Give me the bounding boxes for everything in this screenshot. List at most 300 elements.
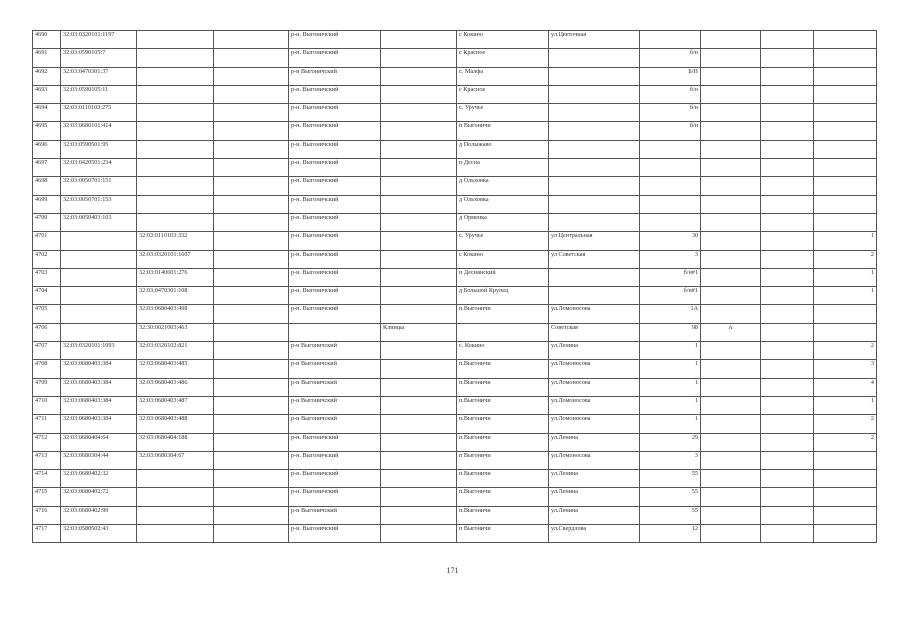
table-row	[33, 506, 877, 524]
cell-district: р-н. Выгоничский	[289, 250, 381, 268]
cell-empty-col-2	[761, 470, 814, 488]
cell-district: р-н Выгоничский	[289, 378, 381, 396]
cell-house-number: Б/Н	[640, 67, 701, 85]
cell-building-letter	[701, 287, 761, 305]
cell-apartment-number: 2	[814, 415, 877, 433]
cell-house-number: б/н	[640, 85, 701, 103]
cell-settlement: п.Выгоничи	[457, 506, 549, 524]
cell-building-letter	[701, 470, 761, 488]
cell-district: р-н. Выгоничский	[289, 451, 381, 469]
cell-empty-col-2	[761, 67, 814, 85]
cell-district: р-н. Выгоничский	[289, 488, 381, 506]
cell-apartment-number	[814, 470, 877, 488]
cell-building-letter	[701, 250, 761, 268]
cell-cadastral-number: 32:03:0680403:384	[61, 378, 137, 396]
cell-district: р-н. Выгоничский	[289, 159, 381, 177]
cell-street: ул.Ломоносова	[549, 415, 640, 433]
cell-row-number: 4701	[33, 232, 61, 250]
cell-city	[381, 506, 457, 524]
cell-empty-col-2	[761, 323, 814, 341]
cell-house-number	[640, 140, 701, 158]
cell-cadastral-number	[61, 305, 137, 323]
cell-district: р-н. Выгоничский	[289, 213, 381, 231]
cell-house-number: 1	[640, 396, 701, 414]
cell-new-cadastral-number	[137, 177, 214, 195]
cell-city	[381, 104, 457, 122]
cell-house-number	[640, 195, 701, 213]
cell-district: р-н Выгоничский	[289, 360, 381, 378]
cell-building-letter: А	[701, 323, 761, 341]
cell-cadastral-number: 32:03:0050701:151	[61, 177, 137, 195]
cell-cadastral-number: 32:03:0320101:1093	[61, 342, 137, 360]
cell-settlement: д Большой Крупец	[457, 287, 549, 305]
cell-street	[549, 122, 640, 140]
cell-district: р-н. Выгоничский	[289, 268, 381, 286]
cell-cadastral-number: 32:03:0590105:7	[61, 49, 137, 67]
cell-city	[381, 250, 457, 268]
cell-cadastral-number: 32:03:0420501:234	[61, 159, 137, 177]
cell-empty-col	[214, 85, 289, 103]
cell-building-letter	[701, 232, 761, 250]
cell-cadastral-number: 32:03:0110103:275	[61, 104, 137, 122]
cell-city	[381, 213, 457, 231]
cell-district: р-н Выгоничский	[289, 67, 381, 85]
cell-apartment-number	[814, 85, 877, 103]
cell-district: р-н. Выгоничский	[289, 195, 381, 213]
cell-settlement: д Орменка	[457, 213, 549, 231]
cell-new-cadastral-number	[137, 525, 214, 543]
cell-new-cadastral-number: 32:03:0680403:487	[137, 396, 214, 414]
cell-new-cadastral-number	[137, 213, 214, 231]
table-row	[33, 323, 877, 341]
cell-new-cadastral-number: 32:03:0320101:1607	[137, 250, 214, 268]
cell-settlement: с Кокино	[457, 250, 549, 268]
cell-settlement: п Деснянский	[457, 268, 549, 286]
cell-building-letter	[701, 342, 761, 360]
cell-empty-col	[214, 525, 289, 543]
cell-building-letter	[701, 525, 761, 543]
table-row	[33, 396, 877, 414]
cell-row-number: 4690	[33, 31, 61, 49]
cell-empty-col-2	[761, 360, 814, 378]
cell-apartment-number	[814, 67, 877, 85]
cell-row-number: 4708	[33, 360, 61, 378]
cell-street: ул.Ломоносова	[549, 305, 640, 323]
cell-new-cadastral-number: 32:03:0110103:332	[137, 232, 214, 250]
cell-empty-col-2	[761, 140, 814, 158]
cell-cadastral-number: 32:03:0680402:72	[61, 488, 137, 506]
cell-settlement: п.Выгоничи	[457, 433, 549, 451]
cell-new-cadastral-number	[137, 470, 214, 488]
cell-house-number: 29	[640, 433, 701, 451]
cell-empty-col-2	[761, 506, 814, 524]
cell-row-number: 4699	[33, 195, 61, 213]
cell-new-cadastral-number	[137, 85, 214, 103]
cell-city	[381, 85, 457, 103]
cell-house-number: 98	[640, 323, 701, 341]
table-row	[33, 268, 877, 286]
cell-cadastral-number: 32:03:0680101:414	[61, 122, 137, 140]
cell-house-number: 1	[640, 378, 701, 396]
cell-settlement: с Кокино	[457, 31, 549, 49]
cell-house-number	[640, 213, 701, 231]
cell-building-letter	[701, 67, 761, 85]
cell-empty-col	[214, 323, 289, 341]
cell-empty-col-2	[761, 488, 814, 506]
table-row	[33, 232, 877, 250]
table-row	[33, 159, 877, 177]
cell-apartment-number	[814, 305, 877, 323]
cell-settlement	[457, 323, 549, 341]
cell-settlement: п Выгоничи	[457, 122, 549, 140]
cell-apartment-number: 1	[814, 396, 877, 414]
cell-house-number: 3	[640, 451, 701, 469]
cell-new-cadastral-number: 32:03:0680403:486	[137, 378, 214, 396]
cell-district: р-н. Выгоничский	[289, 525, 381, 543]
cell-apartment-number	[814, 49, 877, 67]
cell-apartment-number: 2	[814, 342, 877, 360]
cell-city	[381, 360, 457, 378]
table-row	[33, 378, 877, 396]
cell-apartment-number	[814, 31, 877, 49]
cell-building-letter	[701, 195, 761, 213]
table-row	[33, 67, 877, 85]
cell-building-letter	[701, 122, 761, 140]
cell-building-letter	[701, 378, 761, 396]
cell-empty-col-2	[761, 85, 814, 103]
cell-city	[381, 488, 457, 506]
cell-building-letter	[701, 360, 761, 378]
cell-street: ул Центральная	[549, 232, 640, 250]
cell-city	[381, 525, 457, 543]
cell-empty-col-2	[761, 342, 814, 360]
cell-district: р-н Выгоничский	[289, 342, 381, 360]
cell-house-number	[640, 159, 701, 177]
cell-settlement: п Десна	[457, 159, 549, 177]
table-row	[33, 451, 877, 469]
cell-empty-col	[214, 287, 289, 305]
cell-cadastral-number: 32:03:0590105:11	[61, 85, 137, 103]
cell-settlement: п.Выгоничи	[457, 470, 549, 488]
cell-district: р-н. Выгоничский	[289, 287, 381, 305]
cell-building-letter	[701, 213, 761, 231]
table-row	[33, 177, 877, 195]
cell-apartment-number: 2	[814, 250, 877, 268]
cell-street: ул.Ломоносова	[549, 378, 640, 396]
cell-empty-col	[214, 104, 289, 122]
cell-empty-col	[214, 159, 289, 177]
cell-city	[381, 177, 457, 195]
cell-cadastral-number: 32:03:0680402:32	[61, 470, 137, 488]
table-row	[33, 470, 877, 488]
cell-empty-col-2	[761, 104, 814, 122]
cell-district: р-н. Выгоничский	[289, 305, 381, 323]
cell-cadastral-number: 32:03:0050701:153	[61, 195, 137, 213]
cell-settlement: с Красное	[457, 85, 549, 103]
cell-empty-col	[214, 470, 289, 488]
cell-empty-col	[214, 305, 289, 323]
cell-street: ул.Цветочная	[549, 31, 640, 49]
cell-district: р-н. Выгоничский	[289, 49, 381, 67]
cell-row-number: 4705	[33, 305, 61, 323]
cell-street: ул.Ломоносова	[549, 451, 640, 469]
cell-empty-col-2	[761, 433, 814, 451]
cell-new-cadastral-number	[137, 49, 214, 67]
cell-apartment-number	[814, 177, 877, 195]
table-row	[33, 85, 877, 103]
cell-settlement: п Выгоничи	[457, 525, 549, 543]
cell-city	[381, 378, 457, 396]
cell-new-cadastral-number	[137, 122, 214, 140]
cell-new-cadastral-number: 32:03:0680304:67	[137, 451, 214, 469]
cell-row-number: 4715	[33, 488, 61, 506]
cell-building-letter	[701, 506, 761, 524]
cell-street: ул Советская	[549, 250, 640, 268]
cell-district: р-н. Выгоничский	[289, 470, 381, 488]
cell-building-letter	[701, 159, 761, 177]
table-row	[33, 287, 877, 305]
cell-house-number	[640, 31, 701, 49]
cell-row-number: 4700	[33, 213, 61, 231]
cell-row-number: 4693	[33, 85, 61, 103]
cell-house-number: б/н#1	[640, 268, 701, 286]
cell-empty-col	[214, 31, 289, 49]
cell-house-number: 1	[640, 360, 701, 378]
table-row	[33, 488, 877, 506]
cell-house-number: 30	[640, 232, 701, 250]
cell-street	[549, 67, 640, 85]
cell-cadastral-number: 32:03:0680403:384	[61, 360, 137, 378]
cell-empty-col-2	[761, 250, 814, 268]
table-row	[33, 305, 877, 323]
cell-district	[289, 323, 381, 341]
cell-street: ул.Свердлова	[549, 525, 640, 543]
cell-empty-col	[214, 250, 289, 268]
cell-empty-col	[214, 213, 289, 231]
cell-building-letter	[701, 451, 761, 469]
cell-settlement: д Ольховка	[457, 177, 549, 195]
cell-street	[549, 213, 640, 231]
cell-empty-col-2	[761, 122, 814, 140]
cell-empty-col-2	[761, 49, 814, 67]
cell-empty-col-2	[761, 396, 814, 414]
cell-apartment-number: 1	[814, 232, 877, 250]
cell-building-letter	[701, 305, 761, 323]
cell-empty-col	[214, 451, 289, 469]
cell-new-cadastral-number	[137, 506, 214, 524]
cell-street	[549, 177, 640, 195]
cell-empty-col	[214, 268, 289, 286]
cell-new-cadastral-number: 32:30:0021003:463	[137, 323, 214, 341]
cell-city	[381, 122, 457, 140]
cell-new-cadastral-number	[137, 104, 214, 122]
cell-settlement: д Ольховка	[457, 195, 549, 213]
table-body	[33, 31, 877, 543]
cell-house-number: б/н	[640, 49, 701, 67]
cell-row-number: 4698	[33, 177, 61, 195]
cell-apartment-number	[814, 213, 877, 231]
cell-apartment-number	[814, 195, 877, 213]
table-row	[33, 122, 877, 140]
cell-city	[381, 396, 457, 414]
cell-new-cadastral-number	[137, 195, 214, 213]
cell-cadastral-number: 32:03:0320101:1197	[61, 31, 137, 49]
cell-city	[381, 159, 457, 177]
cell-empty-col	[214, 122, 289, 140]
cell-city: Клинцы	[381, 323, 457, 341]
cell-empty-col-2	[761, 213, 814, 231]
cell-settlement: п.Выгоничи	[457, 305, 549, 323]
cell-row-number: 4712	[33, 433, 61, 451]
cell-building-letter	[701, 49, 761, 67]
cell-row-number: 4696	[33, 140, 61, 158]
cell-city	[381, 232, 457, 250]
cell-empty-col	[214, 49, 289, 67]
table-row	[33, 250, 877, 268]
cell-row-number: 4716	[33, 506, 61, 524]
cell-row-number: 4713	[33, 451, 61, 469]
cell-empty-col-2	[761, 177, 814, 195]
cell-building-letter	[701, 268, 761, 286]
cell-new-cadastral-number: 32:03:0680403:488	[137, 415, 214, 433]
cell-street: ул.Ломоносова	[549, 396, 640, 414]
cell-empty-col-2	[761, 525, 814, 543]
cell-street	[549, 159, 640, 177]
cell-apartment-number: 4	[814, 378, 877, 396]
cell-empty-col-2	[761, 305, 814, 323]
cell-district: р-н. Выгоничский	[289, 232, 381, 250]
cell-settlement: с. Уручье	[457, 104, 549, 122]
cell-street	[549, 195, 640, 213]
cell-house-number: б/н	[640, 122, 701, 140]
cell-settlement: п.Выгоничи	[457, 360, 549, 378]
cell-new-cadastral-number: 32:03:0680403:498	[137, 305, 214, 323]
cell-new-cadastral-number: 32:03:0680403:485	[137, 360, 214, 378]
cell-new-cadastral-number: 32:03:0680404:188	[137, 433, 214, 451]
cell-house-number: 55	[640, 506, 701, 524]
cell-new-cadastral-number	[137, 140, 214, 158]
cell-row-number: 4703	[33, 268, 61, 286]
cell-new-cadastral-number: 32:03:0470301:108	[137, 287, 214, 305]
cell-apartment-number	[814, 451, 877, 469]
page-number: 171	[446, 566, 459, 575]
cell-empty-col	[214, 232, 289, 250]
cell-empty-col	[214, 378, 289, 396]
cell-street: ул.Ленина	[549, 506, 640, 524]
cell-settlement: д Полыжаво	[457, 140, 549, 158]
cell-settlement: с. Малфа	[457, 67, 549, 85]
cell-house-number: 1	[640, 342, 701, 360]
cell-empty-col	[214, 506, 289, 524]
cell-city	[381, 342, 457, 360]
cell-house-number: 3	[640, 250, 701, 268]
cell-district: р-н. Выгоничский	[289, 104, 381, 122]
cell-house-number: б/н#1	[640, 287, 701, 305]
table-row	[33, 104, 877, 122]
cell-empty-col	[214, 396, 289, 414]
cell-street: ул.Ленина	[549, 433, 640, 451]
cell-house-number: 55	[640, 488, 701, 506]
cell-cadastral-number: 32:03:0680404:64	[61, 433, 137, 451]
table-row	[33, 49, 877, 67]
table-row	[33, 415, 877, 433]
cell-cadastral-number: 32:03:0470301:37	[61, 67, 137, 85]
cell-cadastral-number: 32:03:0680402:99	[61, 506, 137, 524]
cell-settlement: п.Выгоничи	[457, 488, 549, 506]
cell-empty-col-2	[761, 232, 814, 250]
cell-district: р-н. Выгоничский	[289, 433, 381, 451]
cell-cadastral-number: 32:03:0680304:44	[61, 451, 137, 469]
cell-new-cadastral-number	[137, 67, 214, 85]
cell-cadastral-number	[61, 232, 137, 250]
cell-row-number: 4692	[33, 67, 61, 85]
cell-building-letter	[701, 415, 761, 433]
cell-cadastral-number	[61, 287, 137, 305]
cell-city	[381, 451, 457, 469]
cell-cadastral-number	[61, 250, 137, 268]
cell-empty-col	[214, 67, 289, 85]
cell-settlement: с. Кокино	[457, 342, 549, 360]
cell-new-cadastral-number	[137, 159, 214, 177]
table-row	[33, 213, 877, 231]
cell-city	[381, 305, 457, 323]
cell-apartment-number	[814, 323, 877, 341]
cell-cadastral-number	[61, 268, 137, 286]
cell-district: р-н Выгоничский	[289, 396, 381, 414]
cell-apartment-number: 1	[814, 287, 877, 305]
cell-settlement: п.Выгоничи	[457, 378, 549, 396]
cell-settlement: с. Уручье	[457, 232, 549, 250]
property-register-table	[32, 30, 877, 543]
table-row	[33, 140, 877, 158]
cell-row-number: 4694	[33, 104, 61, 122]
cell-building-letter	[701, 104, 761, 122]
cell-new-cadastral-number	[137, 488, 214, 506]
cell-district: р-н Выгоничский	[289, 506, 381, 524]
cell-apartment-number	[814, 122, 877, 140]
cell-building-letter	[701, 140, 761, 158]
cell-new-cadastral-number: 32:03:0320102:821	[137, 342, 214, 360]
table-row	[33, 195, 877, 213]
cell-apartment-number	[814, 159, 877, 177]
cell-apartment-number	[814, 488, 877, 506]
cell-apartment-number	[814, 506, 877, 524]
cell-district: р-н. Выгоничский	[289, 140, 381, 158]
cell-empty-col	[214, 415, 289, 433]
cell-row-number: 4710	[33, 396, 61, 414]
cell-street	[549, 140, 640, 158]
cell-house-number: 55	[640, 470, 701, 488]
table-row	[33, 31, 877, 49]
cell-building-letter	[701, 177, 761, 195]
cell-cadastral-number: 32:03:0580502:43	[61, 525, 137, 543]
cell-empty-col	[214, 488, 289, 506]
cell-street	[549, 287, 640, 305]
cell-house-number: 1А	[640, 305, 701, 323]
cell-street: ул.Ленина	[549, 470, 640, 488]
cell-row-number: 4706	[33, 323, 61, 341]
cell-empty-col-2	[761, 31, 814, 49]
cell-street	[549, 268, 640, 286]
cell-city	[381, 268, 457, 286]
cell-apartment-number	[814, 525, 877, 543]
cell-city	[381, 67, 457, 85]
cell-building-letter	[701, 488, 761, 506]
cell-empty-col	[214, 342, 289, 360]
table-row	[33, 342, 877, 360]
cell-empty-col-2	[761, 287, 814, 305]
cell-street	[549, 85, 640, 103]
